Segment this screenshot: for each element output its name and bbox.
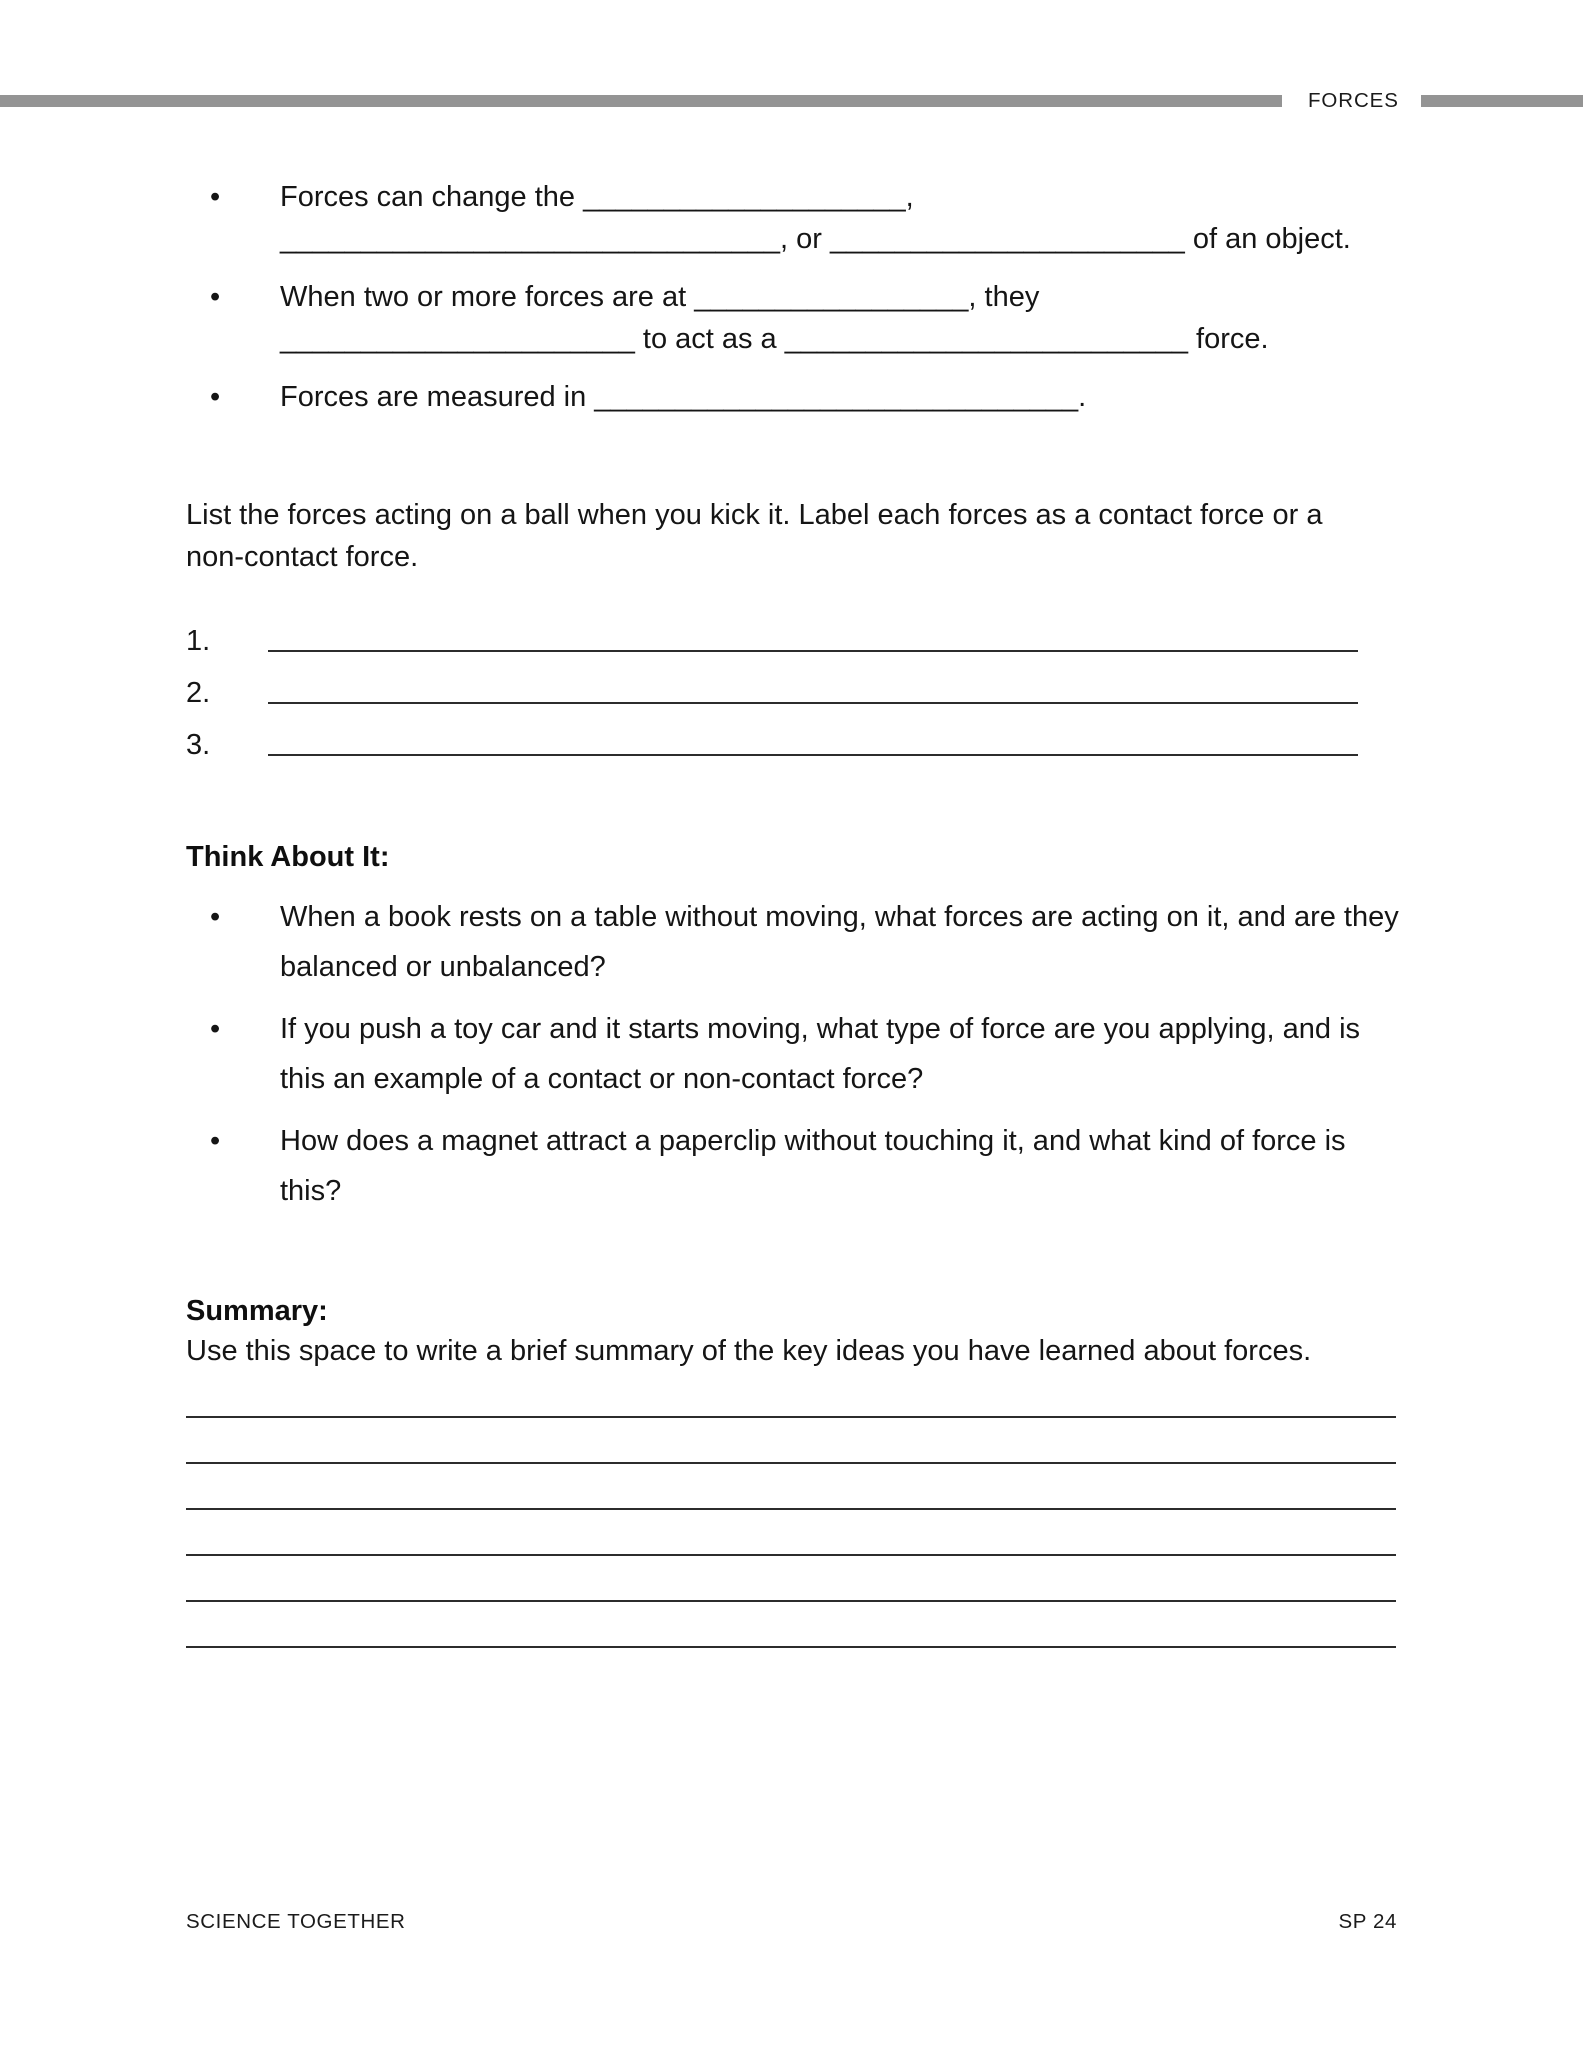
numbered-answer-label: 2.	[186, 677, 211, 709]
summary-writing-line[interactable]	[186, 1416, 1396, 1418]
page-footer	[186, 1910, 1397, 1934]
fill-in-statement-list	[186, 176, 1396, 418]
fill-in-statement	[186, 176, 1396, 260]
numbered-answer-row	[186, 658, 1396, 710]
think-about-it-question-list	[186, 892, 1399, 1216]
think-about-it-question	[186, 892, 1400, 992]
bullet-glyph-icon: •	[210, 1013, 221, 1045]
numbered-answer-line[interactable]	[268, 754, 1358, 756]
spacer	[186, 418, 1396, 494]
bullet-glyph-icon: •	[210, 281, 221, 313]
numbered-answer-line[interactable]	[268, 702, 1358, 704]
worksheet-content	[186, 176, 1399, 1648]
numbered-answer-list	[186, 606, 1396, 762]
summary-writing-line[interactable]	[186, 1462, 1396, 1464]
fill-in-statement	[186, 276, 1396, 360]
spacer	[186, 876, 1396, 892]
summary-writing-line[interactable]	[186, 1508, 1396, 1510]
numbered-answer-row	[186, 710, 1396, 762]
think-about-it-heading: Think About It:	[186, 841, 390, 873]
spacer	[186, 1216, 1396, 1292]
think-about-it-question-text: If you push a toy car and it starts moving, what type of force are you applying, and is this an example of a contact or non-contact force?	[280, 1013, 1361, 1095]
think-about-it-question-text: How does a magnet attract a paperclip without touching it, and what kind of force is this?	[280, 1125, 1346, 1207]
spacer	[186, 578, 1396, 606]
header-rule-right	[1421, 95, 1583, 107]
summary-heading: Summary:	[186, 1295, 328, 1327]
numbered-answer-label: 1.	[186, 625, 211, 657]
page-title: FORCES	[1308, 88, 1399, 112]
spacer	[186, 762, 1396, 838]
fill-in-statement-text: Forces can change the ____________________, _______________________________, or ______________________ of an object.	[280, 181, 1351, 255]
fill-in-statement-text: When two or more forces are at _________________, they ______________________ to act as a _________________________ force.	[280, 281, 1269, 355]
summary-writing-line[interactable]	[186, 1646, 1396, 1648]
bullet-glyph-icon: •	[210, 1125, 221, 1157]
summary-instruction: Use this space to write a brief summary of the key ideas you have learned about forces.	[186, 1335, 1312, 1367]
footer-series-name: SCIENCE TOGETHER	[186, 1910, 406, 1933]
page-header	[0, 88, 1583, 114]
footer-page-number: SP 24	[1338, 1910, 1397, 1933]
think-about-it-question	[186, 1116, 1400, 1216]
numbered-answer-label: 3.	[186, 729, 211, 761]
fill-in-statement	[186, 376, 1396, 418]
summary-writing-lines	[186, 1416, 1396, 1648]
bullet-glyph-icon: •	[210, 181, 221, 213]
bullet-glyph-icon: •	[210, 901, 221, 933]
numbered-answer-line[interactable]	[268, 650, 1358, 652]
bullet-glyph-icon: •	[210, 381, 221, 413]
think-about-it-question-text: When a book rests on a table without moving, what forces are acting on it, and are they balanced or unbalanced?	[280, 901, 1399, 983]
header-rule-left	[0, 95, 1282, 107]
fill-in-statement-text: Forces are measured in ______________________________.	[280, 381, 1087, 413]
list-task-prompt: List the forces acting on a ball when you kick it. Label each forces as a contact force or a non-contact force.	[186, 499, 1323, 573]
numbered-answer-row	[186, 606, 1396, 658]
think-about-it-question	[186, 1004, 1400, 1104]
summary-writing-line[interactable]	[186, 1554, 1396, 1556]
summary-writing-line[interactable]	[186, 1600, 1396, 1602]
